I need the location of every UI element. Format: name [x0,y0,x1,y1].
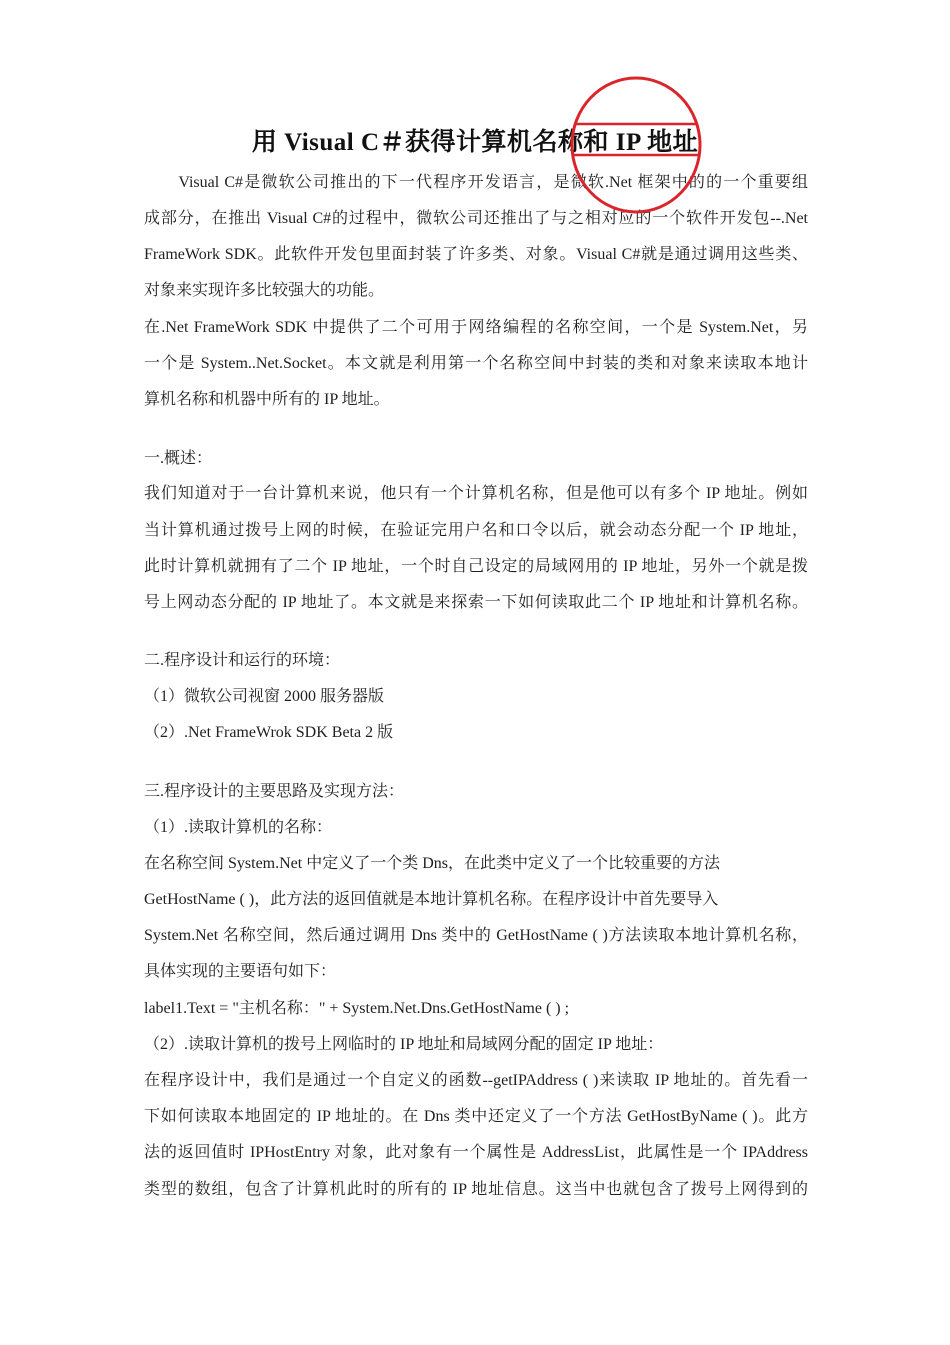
paragraph-line: 号上网动态分配的 IP 地址了。本文就是来探索一下如何读取此二个 IP 地址和计算机名称。 [144,594,808,611]
subsection-heading: （1）.读取计算机的名称： [144,819,333,836]
section-heading: 一.概述： [144,450,213,467]
paragraph-line: 此时计算机就拥有了二个 IP 地址，一个时自己设定的局域网用的 IP 地址，另外一个就是拨 [144,558,808,575]
paragraph-line: 对象来实现许多比较强大的功能。 [144,282,385,299]
paragraph-line: 下如何读取本地固定的 IP 地址的。在 Dns 类中还定义了一个方法 GetHostByName ( )。此方 [144,1108,808,1125]
paragraph-line: 我们知道对于一台计算机来说，他只有一个计算机名称，但是他可以有多个 IP 地址。例如 [144,485,808,502]
paragraph-line: GetHostName ( )，此方法的返回值就是本地计算机名称。在程序设计中首先要导入 [144,891,719,908]
paragraph-line: 一个是 System..Net.Socket。本文就是利用第一个名称空间中封装的类和对象来读取本地计 [144,355,808,372]
section-heading: 三.程序设计的主要思路及实现方法： [144,783,405,800]
paragraph-line: 成部分，在推出 Visual C#的过程中，微软公司还推出了与之相对应的一个软件开发包--.Net [144,210,808,227]
subsection-heading: （2）.读取计算机的拨号上网临时的 IP 地址和局域网分配的固定 IP 地址： [144,1036,664,1053]
list-item: （1）微软公司视窗 2000 服务器版 [144,688,385,705]
list-item: （2）.Net FrameWrok SDK Beta 2 版 [144,724,394,741]
section-heading: 二.程序设计和运行的环境： [144,652,341,669]
paragraph-line: 在名称空间 System.Net 中定义了一个类 Dns，在此类中定义了一个比较重要的方法 [144,855,721,872]
paragraph-line: 法的返回值时 IPHostEntry 对象，此对象有一个属性是 AddressList，此属性是一个 IPAddress [144,1144,808,1161]
paragraph-line: 在.Net FrameWork SDK 中提供了二个可用于网络编程的名称空间，一个是 System.Net，另 [144,319,808,336]
paragraph-line: Visual C#是微软公司推出的下一代程序开发语言，是微软.Net 框架中的的一个重要组 [144,174,808,191]
paragraph-line: 类型的数组，包含了计算机此时的所有的 IP 地址信息。这当中也就包含了拨号上网得到的 [144,1181,808,1198]
code-line: label1.Text = "主机名称：" + System.Net.Dns.GetHostName ( ) ; [144,1000,570,1017]
paragraph-line: 算机名称和机器中所有的 IP 地址。 [144,391,390,408]
document-title: 用 Visual C＃获得计算机名称和 IP 地址 [251,129,699,156]
paragraph-line: 具体实现的主要语句如下： [144,963,337,980]
paragraph-line: FrameWork SDK。此软件开发包里面封装了许多类、对象。Visual C#就是通过调用这些类、 [144,246,808,263]
paragraph-line: 当计算机通过拨号上网的时候，在验证完用户名和口令以后，就会动态分配一个 IP 地址， [144,522,808,539]
paragraph-line: System.Net 名称空间，然后通过调用 Dns 类中的 GetHostName ( )方法读取本地计算机名称， [144,927,808,944]
paragraph-line: 在程序设计中，我们是通过一个自定义的函数--getIPAddress ( )来读取 IP 地址的。首先看一 [144,1072,808,1089]
